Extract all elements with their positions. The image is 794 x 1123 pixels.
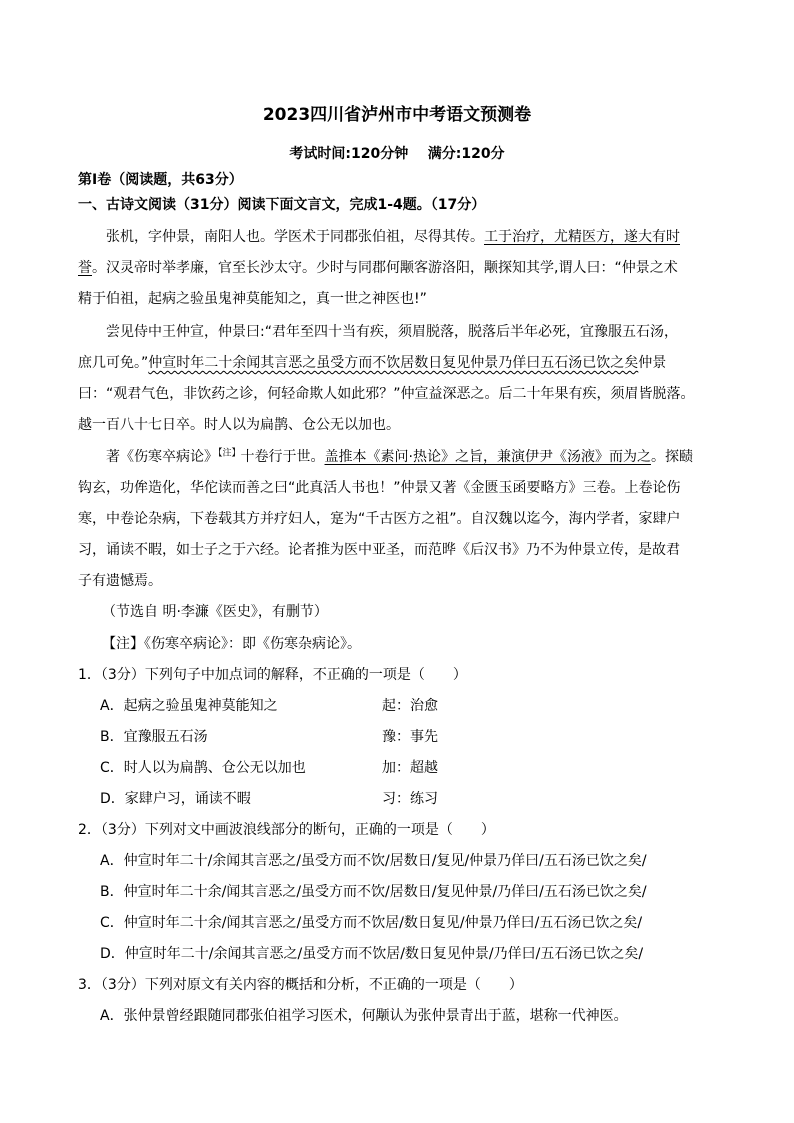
answer-option: D．仲宣时年二十/余闻其言恶之/虽受方而不饮居/数日复见仲景/乃佯曰/五石汤已饮之矣/ [100,946,644,962]
option-text: B．宜豫服五石汤 [100,729,208,745]
exam-title: 2023四川省泸州市中考语文预测卷 [262,105,532,125]
underlined-sentence: 工于治疗，尤精医方，遂大有时 [484,229,680,245]
passage-line: 尝见侍中王仲宣，仲景曰:“君年至四十当有疾，须眉脱落，脱落后半年必死，宜豫服五石汤， [106,324,678,340]
option-text: A．起病之验虽鬼神莫能知之 [100,698,278,714]
passage-line: 曰：“观君气色，非饮药之诊，何轻命欺人如此邪？”仲宣益深恶之。后二十年果有疾，须眉皆脱落。 [78,386,695,402]
passage-line: 子有遗憾焉。 [78,573,162,589]
passage-text: 。汉灵帝时举孝廉，官至长沙太守。少时与同郡何颙客游洛阳，颙探知其学,谓人曰：“仲景之术 [92,260,678,276]
answer-option: C．仲宣时年二十余/闻其言恶之/虽受方而不饮居/数日复见/仲景乃佯曰/五石汤已饮之矣/ [100,915,643,931]
passage-line: 钩玄，功侔造化，华佗读而善之曰“此真活人书也！”仲景又著《金匮玉函要略方》三卷。上卷论伤 [78,480,681,496]
answer-option [100,758,750,778]
passage-line [106,227,756,247]
passage-text: 张机，字仲景，南阳人也。学医术于同郡张伯祖，尽得其传。 [106,229,484,245]
question-group-heading: 一、古诗文阅读（31分）阅读下面文言文，完成1-4题。（17分） [78,197,486,213]
passage-line [78,258,728,278]
option-text: D．家肆户习，诵读不暇 [100,791,251,807]
question-stem: 2．（3分）下列对文中画波浪线部分的断句，正确的一项是（ ） [78,822,495,838]
answer-option: A．仲宣时年二十/余闻其言恶之/虽受方而不饮/居数日/复见/仲景乃佯曰/五石汤已饮之矣/ [100,853,647,869]
answer-option: B．仲宣时年二十余/闻其言恶之/虽受方而不饮/居数日/复见仲景/乃佯曰/五石汤已饮之矣/ [100,884,647,900]
passage-line [106,447,756,467]
option-text: C．时人以为扁鹊、仓公无以加也 [100,760,306,776]
answer-option [100,789,750,809]
passage-line: 精于伯祖，起病之验虽鬼神莫能知之，真一世之神医也!” [78,291,427,307]
passage-text: 十卷行于世。 [240,449,325,465]
answer-option [100,696,750,716]
underlined-sentence: 盖推本《素问·热论》之旨，兼演伊尹《汤液》而为之 [324,449,651,465]
passage-line [78,353,728,373]
option-gloss: 豫：事先 [382,729,438,745]
part-heading: 第Ⅰ卷（阅读题，共63分） [78,172,243,188]
footnote-marker: 【注】 [218,448,241,459]
passage-source: （节选自 明·李濂《医史》，有删节） [102,604,328,620]
question-stem: 3．（3分）下列对原文有关内容的概括和分析，不正确的一项是（ ） [78,977,523,993]
option-gloss: 加：超越 [382,760,438,776]
passage-text: 庶几可免。” [78,355,149,371]
answer-option [100,727,750,747]
passage-line: 越一百八十七日卒。时人以为扁鹊、仓公无以加也。 [78,417,400,433]
passage-note: 【注】《伤寒卒病论》：即《伤寒杂病论》。 [102,636,361,652]
answer-option: A．张仲景曾经跟随同郡张伯祖学习医术，何颙认为张仲景青出于蓝，堪称一代神医。 [100,1008,628,1024]
wavy-underlined-sentence: 仲宣时年二十余闻其言恶之虽受方而不饮居数日复见仲景乃佯曰五石汤已饮之矣 [148,355,639,371]
option-gloss: 习：练习 [382,791,438,807]
passage-line: 寒，中卷论杂病，下卷载其方并疗妇人，寔为“千古医方之祖”。自汉魏以迄今，海内学者，家肆户 [78,511,681,527]
passage-line: 习，诵读不暇，如士子之于六经。论者推为医中亚圣，而范晔《后汉书》乃不为仲景立传，是故君 [78,542,680,558]
exam-info: 考试时间:120分钟 满分:120分 [289,146,505,162]
question-stem: 1．（3分）下列句子中加点词的解释，不正确的一项是（ ） [78,667,467,683]
passage-text: 仲景 [638,355,667,371]
option-gloss: 起：治愈 [382,698,438,714]
passage-text: 。探赜 [650,449,693,465]
passage-text: 著《伤寒卒病论》 [106,449,218,465]
underlined-sentence: 誉 [78,260,92,276]
